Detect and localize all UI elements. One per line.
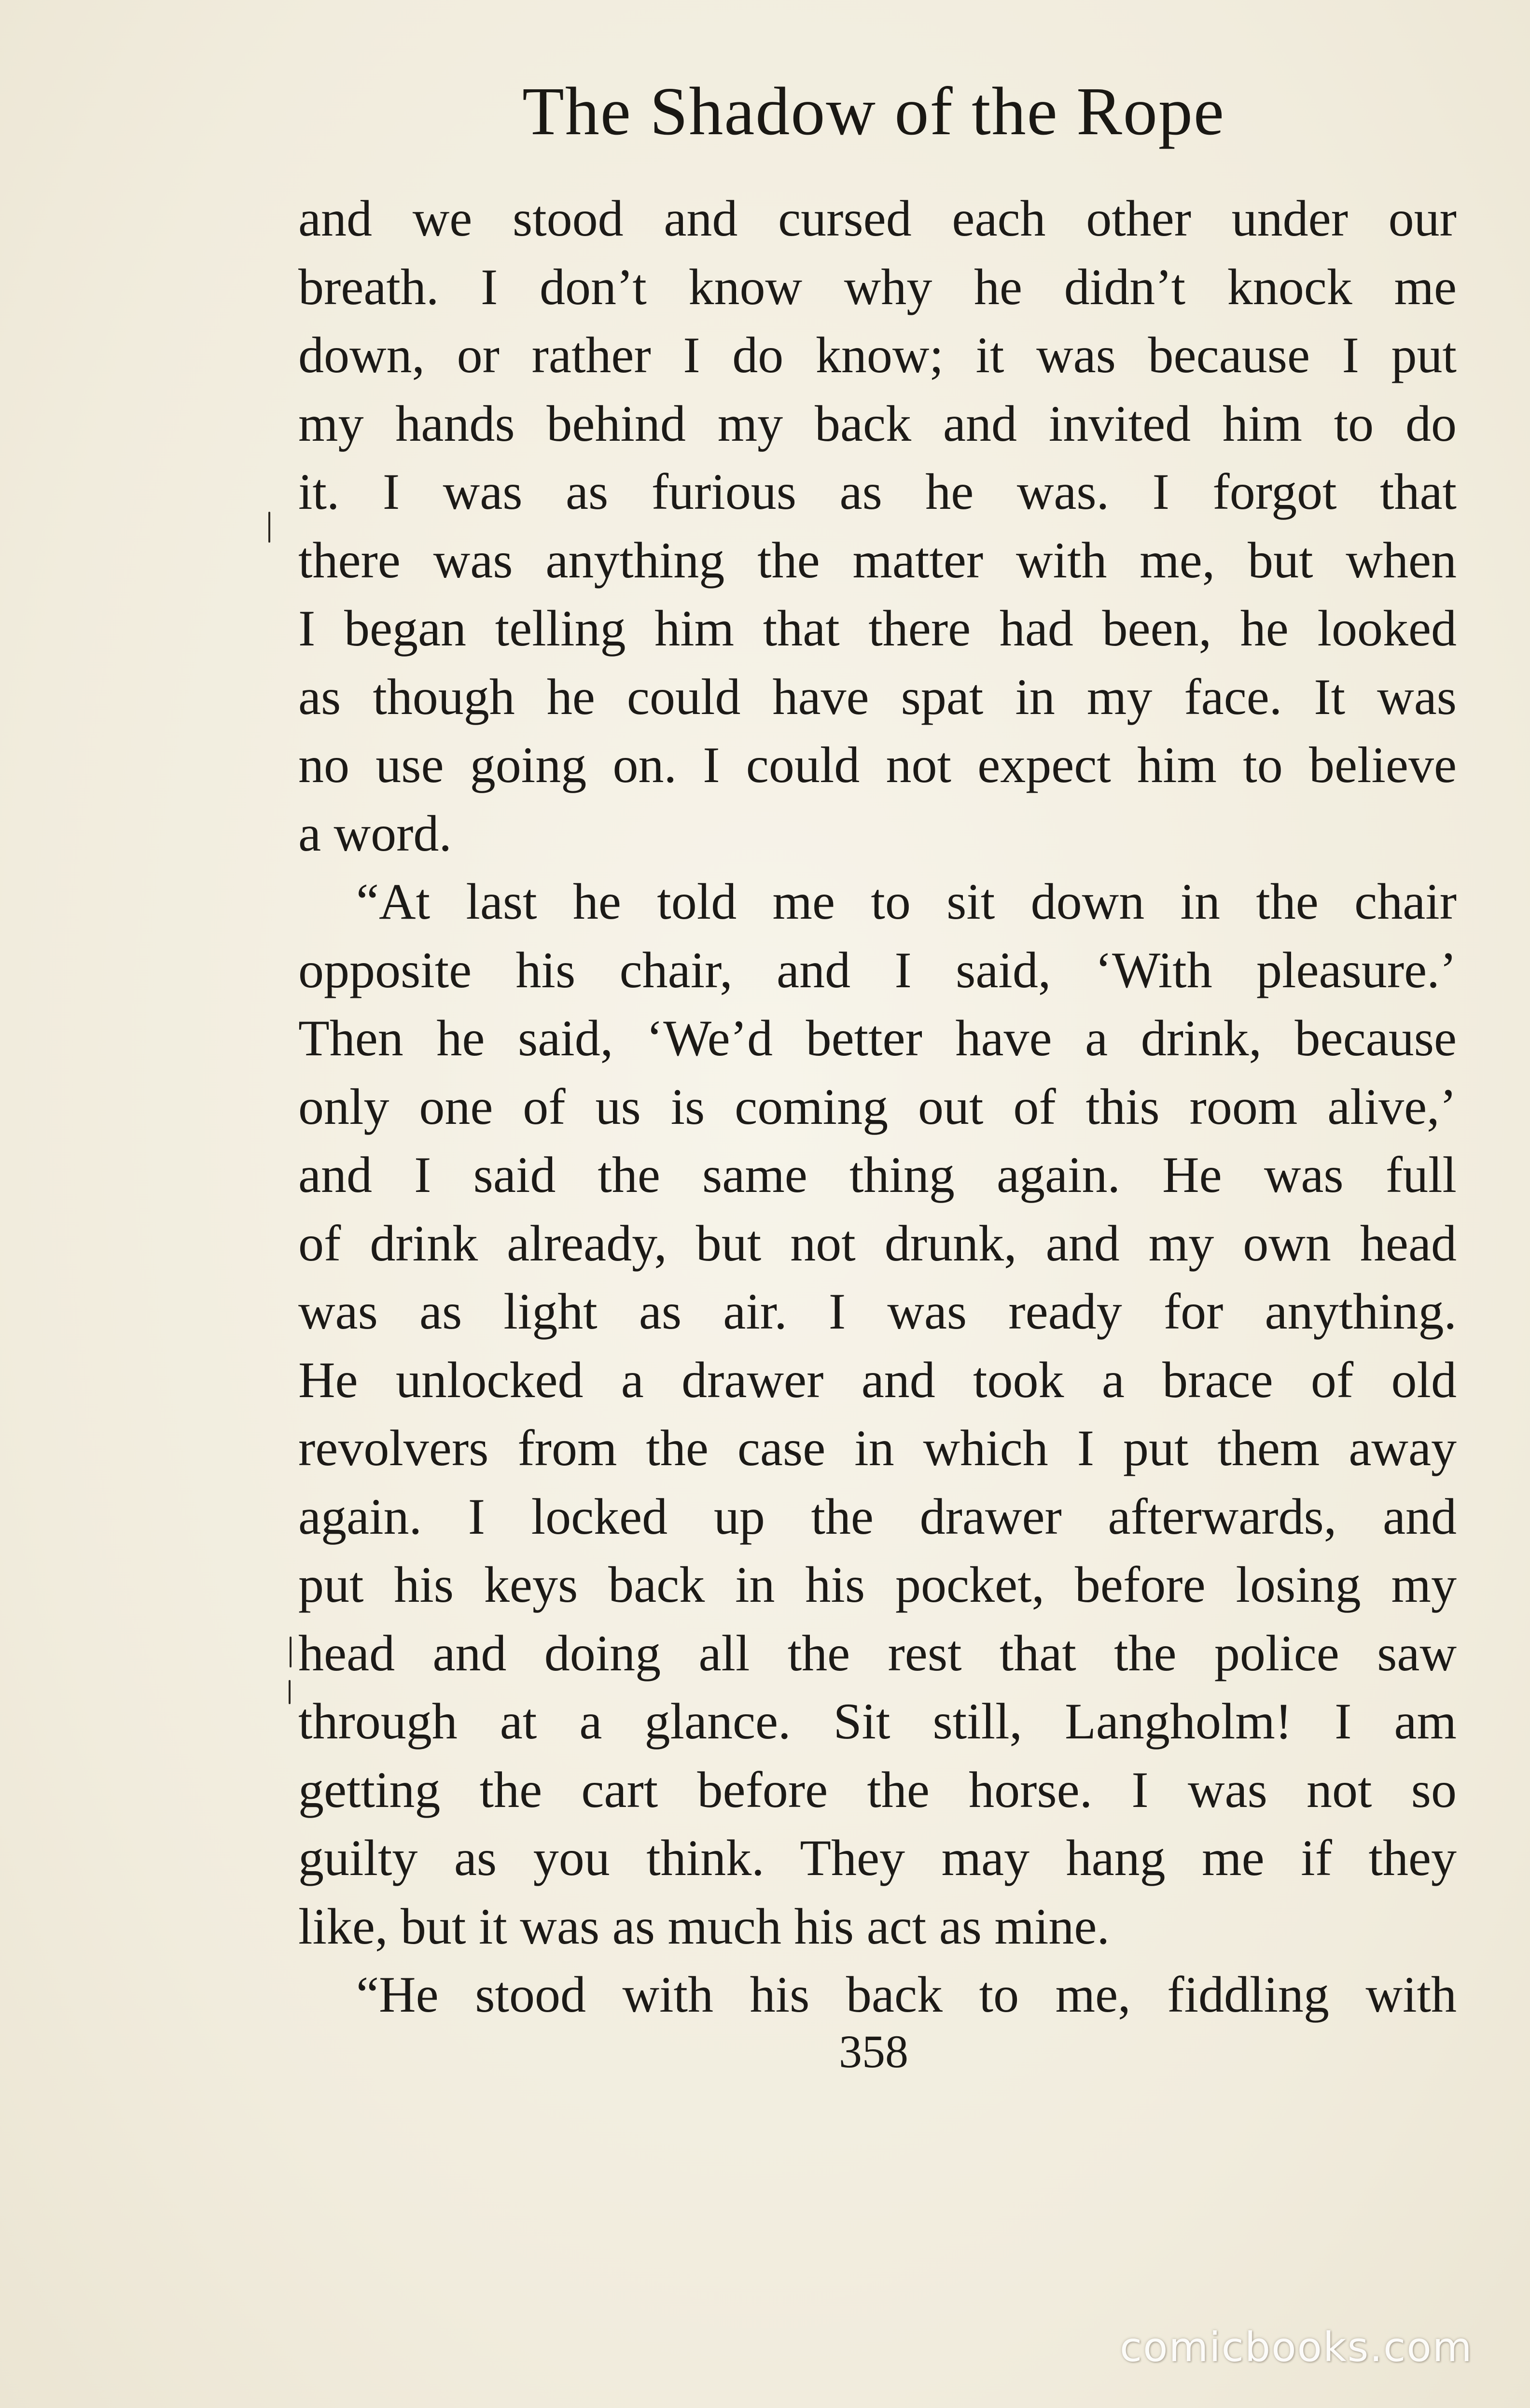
watermark: comicbooks.com [1120,2324,1473,2371]
text-line: there was anything the matter with me, but when [298,532,1457,588]
text-line: getting the cart before the horse. I was not so [298,1761,1457,1818]
text-line: Then he said, ‘We’d better have a drink, because [298,1010,1457,1066]
text-line: it. I was as furious as he was. I forgot that [298,463,1457,520]
margin-pencil-mark [290,1637,292,1667]
running-head: The Shadow of the Rope [522,73,1225,149]
margin-pencil-mark [289,1680,291,1704]
text-line: put his keys back in his pocket, before losing my [298,1556,1457,1613]
text-line: down, or rather I do know; it was because I put [298,327,1457,383]
text-line: guilty as you think. They may hang me if they [298,1830,1457,1886]
text-line: no use going on. I could not expect him to believe [298,737,1457,793]
text-line: my hands behind my back and invited him to do [298,395,1457,452]
text-line: He unlocked a drawer and took a brace of old [298,1351,1457,1408]
text-line: as though he could have spat in my face. It was [298,668,1457,725]
text-line: and we stood and cursed each other under our [298,190,1457,247]
body-text [298,184,1457,2029]
text-line: of drink already, but not drunk, and my own head [298,1215,1457,1272]
text-line: like, but it was as much his act as mine. [298,1898,1110,1955]
margin-pencil-mark [268,512,270,543]
text-line: was as light as air. I was ready for anything. [298,1283,1457,1340]
text-line: revolvers from the case in which I put them away [298,1420,1457,1476]
text-line: through at a glance. Sit still, Langholm! I am [298,1693,1457,1750]
text-line: and I said the same thing again. He was full [298,1147,1457,1203]
text-line: “He stood with his back to me, fiddling with [356,1966,1457,2023]
text-line: breath. I don’t know why he didn’t knock me [298,258,1457,315]
text-line: I began telling him that there had been, he looked [298,600,1457,657]
text-line: a word. [298,805,452,862]
text-line: “At last he told me to sit down in the chair [356,873,1457,930]
text-line: opposite his chair, and I said, ‘With pleasure.’ [298,941,1457,998]
text-line: again. I locked up the drawer afterwards, and [298,1488,1457,1545]
text-line: head and doing all the rest that the police saw [298,1624,1457,1681]
text-line: only one of us is coming out of this room alive,’ [298,1078,1457,1135]
page-number: 358 [839,2026,908,2077]
